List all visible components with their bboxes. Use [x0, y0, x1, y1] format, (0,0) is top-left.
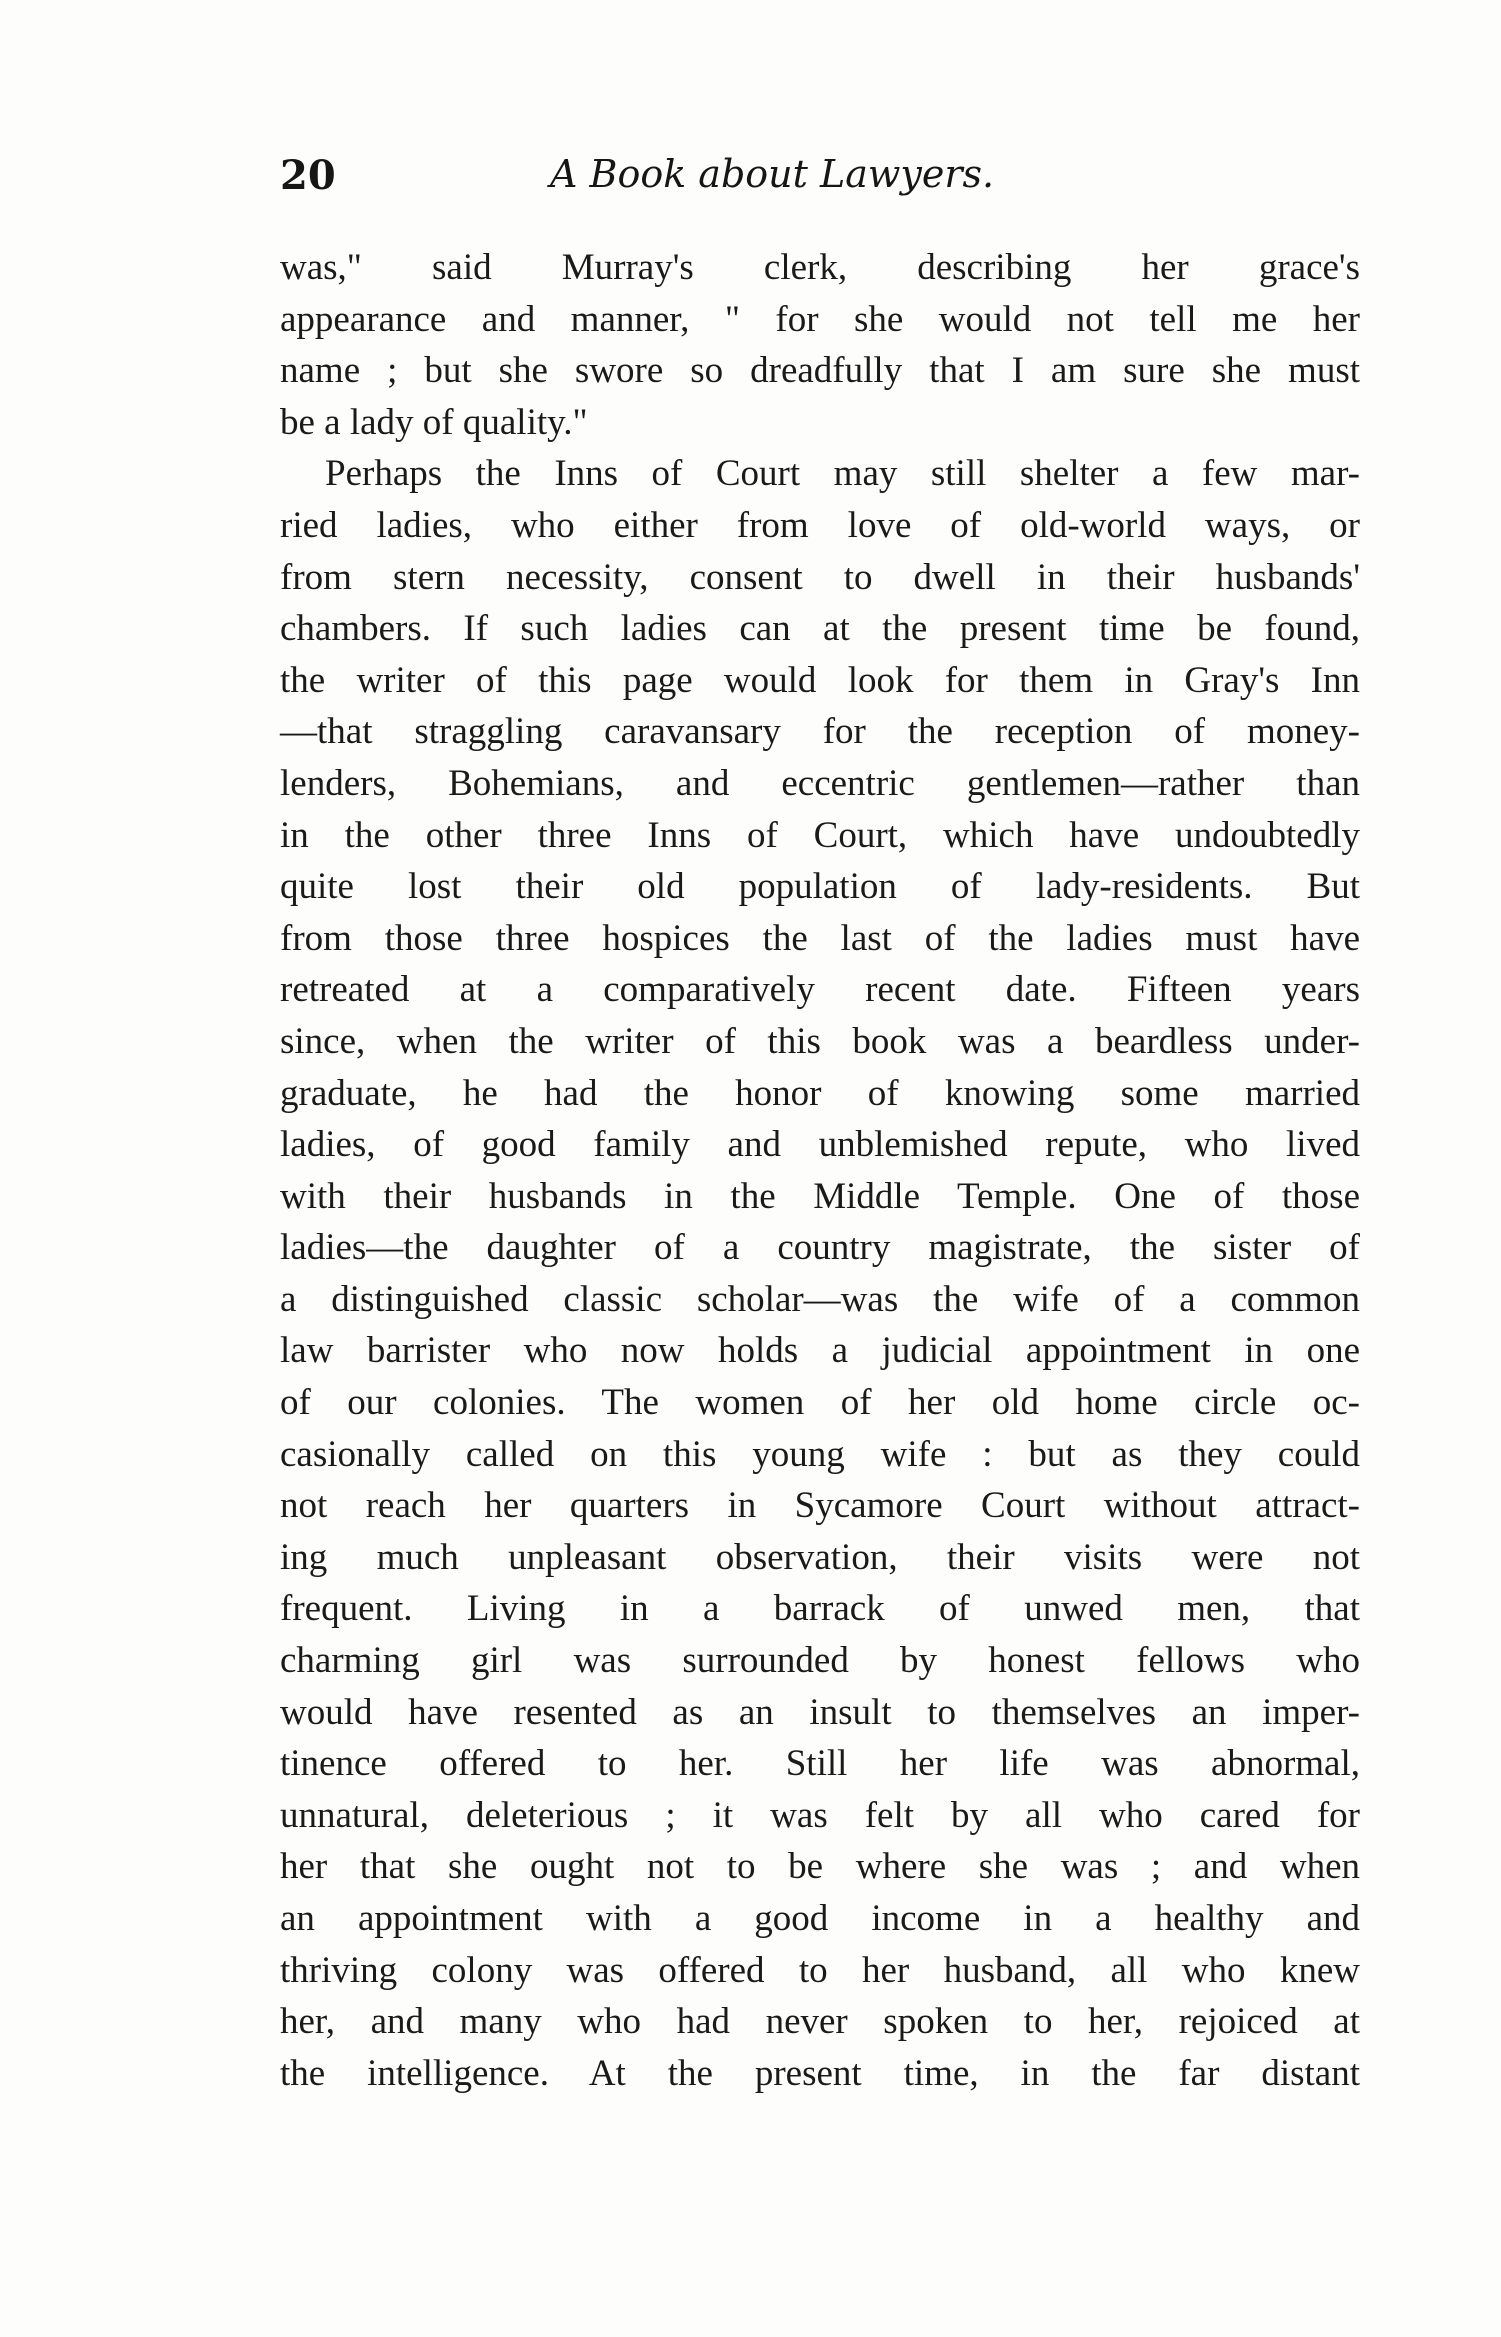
text-line: frequent. Living in a barrack of unwed men, that — [280, 1588, 1360, 1630]
text-line: the intelligence. At the present time, in the far distant — [280, 2052, 1360, 2094]
text-line: graduate, he had the honor of knowing some married — [280, 1072, 1360, 1114]
text-line: Perhaps the Inns of Court may still shelter a few mar- — [325, 453, 1360, 495]
text-line: thriving colony was offered to her husband, all who knew — [280, 1949, 1360, 1991]
text-line: would have resented as an insult to themselves an imper- — [280, 1691, 1360, 1733]
text-line: appearance and manner, " for she would not tell me her — [280, 298, 1360, 340]
page-header — [280, 152, 1360, 212]
text-line: since, when the writer of this book was a beardless under- — [280, 1020, 1360, 1062]
text-line: law barrister who now holds a judicial appointment in one — [280, 1330, 1360, 1372]
text-line: in the other three Inns of Court, which have undoubtedly — [280, 814, 1360, 856]
text-line: lenders, Bohemians, and eccentric gentlemen—rather than — [280, 762, 1360, 804]
text-line: an appointment with a good income in a healthy and — [280, 1898, 1360, 1939]
text-line: was," said Murray's clerk, describing her grace's — [280, 247, 1360, 288]
text-line: ladies, of good family and unblemished repute, who lived — [280, 1124, 1360, 1166]
text-line: chambers. If such ladies can at the present time be found, — [280, 608, 1360, 650]
text-line: of our colonies. The women of her old home circle oc- — [280, 1382, 1360, 1424]
paragraph-2 — [280, 448, 1360, 2099]
text-line: charming girl was surrounded by honest fellows who — [280, 1640, 1360, 1682]
text-line: quite lost their old population of lady-residents. But — [280, 866, 1360, 908]
text-line: ladies—the daughter of a country magistrate, the sister of — [280, 1227, 1360, 1269]
text-line: tinence offered to her. Still her life was abnormal, — [280, 1743, 1360, 1785]
text-line: a distinguished classic scholar—was the wife of a common — [280, 1278, 1360, 1320]
text-line: her, and many who had never spoken to her, rejoiced at — [280, 2001, 1360, 2043]
text-line: with their husbands in the Middle Temple. One of those — [280, 1175, 1360, 1217]
text-line: retreated at a comparatively recent date. Fifteen years — [280, 969, 1360, 1011]
text-line: ing much unpleasant observation, their visits were not — [280, 1536, 1360, 1578]
text-line: unnatural, deleterious ; it was felt by all who cared for — [280, 1794, 1360, 1836]
text-line: from those three hospices the last of the ladies must have — [280, 917, 1360, 959]
text-line: name ; but she swore so dreadfully that I am sure she must — [280, 350, 1360, 392]
text-line: ried ladies, who either from love of old-world ways, or — [280, 504, 1360, 546]
paragraph-1 — [280, 242, 1360, 448]
text-line: be a lady of quality." — [280, 401, 588, 443]
text-line: casionally called on this young wife : but as they could — [280, 1433, 1360, 1475]
text-line: —that straggling caravansary for the reception of money- — [280, 711, 1360, 753]
body-text — [280, 242, 1360, 2099]
text-line: the writer of this page would look for them in Gray's Inn — [280, 659, 1360, 701]
running-title: A Book about Lawyers. — [550, 152, 995, 196]
text-line: her that she ought not to be where she was ; and when — [280, 1846, 1360, 1888]
page-number: 20 — [280, 152, 336, 199]
text-line: not reach her quarters in Sycamore Court without attract- — [280, 1485, 1360, 1527]
text-line: from stern necessity, consent to dwell in their husbands' — [280, 556, 1360, 598]
